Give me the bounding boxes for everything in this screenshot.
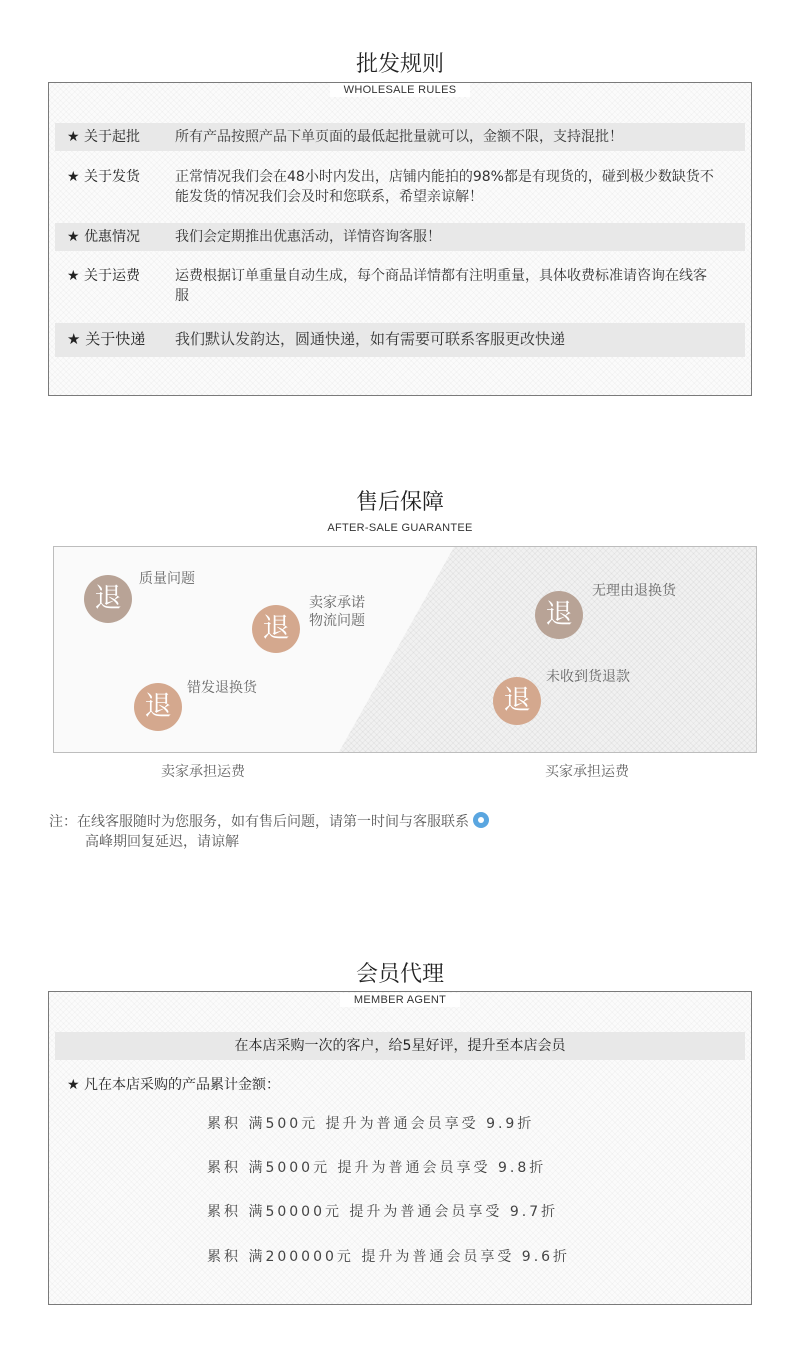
member-heading (0, 962, 800, 1007)
guarantee-item-label: 未收到货退款 (546, 669, 630, 685)
section-subtitle: AFTER-SALE GUARANTEE (313, 521, 486, 535)
seller-pays-shipping-label: 卖家承担运费 (161, 764, 245, 780)
guarantee-item-label: 卖家承诺 (309, 595, 365, 611)
member-tier: 累积 满5000元 提升为普通会员享受 9.8折 (207, 1160, 547, 1176)
member-agent-panel (48, 991, 752, 1305)
rule-text: 运费根据订单重量自动生成，每个商品详情都有注明重量，具体收费标准请咨询在线客服 (175, 268, 707, 304)
guarantee-item-label: 质量问题 (139, 571, 195, 587)
rule-text: 我们会定期推出优惠活动，详情咨询客服！ (175, 229, 441, 245)
section-subtitle: WHOLESALE RULES (330, 83, 471, 97)
section-subtitle: MEMBER AGENT (340, 993, 460, 1007)
rule-label: ★ 关于起批 (67, 129, 141, 145)
rule-text: 我们默认发韵达，圆通快递，如有需要可联系客服更改快递 (175, 330, 566, 348)
member-tier: 累积 满50000元 提升为普通会员享受 9.7折 (207, 1204, 559, 1220)
service-note (49, 812, 489, 852)
rule-text: 正常情况我们会在48小时内发出，店铺内能拍的98%都是有现货的，碰到极少数缺货不能发货的情况我们会及时和您联系，希望亲谅解！ (175, 169, 714, 205)
rule-label: ★ 关于运费 (67, 268, 141, 284)
rule-label: ★ 关于快递 (67, 330, 146, 348)
return-badge-icon: 退 (493, 677, 541, 725)
member-intro: ★ 凡在本店采购的产品累计金额： (67, 1077, 281, 1093)
return-badge-icon: 退 (134, 683, 182, 731)
section-title: 售后保障 (342, 490, 458, 516)
guarantee-item-label: 物流问题 (309, 613, 365, 629)
rule-label: ★ 关于发货 (67, 169, 141, 185)
guarantee-item-label: 无理由退换货 (592, 583, 676, 599)
wholesale-heading (0, 52, 800, 97)
rule-row-shipping (55, 167, 745, 211)
section-title: 会员代理 (342, 962, 458, 988)
rule-row-express (55, 323, 745, 357)
buyer-pays-shipping-label: 买家承担运费 (545, 764, 629, 780)
wholesale-rules-panel (48, 82, 752, 396)
return-badge-icon: 退 (535, 591, 583, 639)
note-line: 高峰期回复延迟，请谅解 (85, 834, 239, 850)
return-badge-icon: 退 (84, 575, 132, 623)
smiley-drop-icon (473, 812, 489, 828)
rule-text: 所有产品按照产品下单页面的最低起批量就可以，金额不限，支持混批！ (175, 129, 623, 145)
member-tier: 累积 满200000元 提升为普通会员享受 9.6折 (207, 1249, 571, 1265)
rule-row-min-order (55, 123, 745, 151)
rule-row-promotions (55, 223, 745, 251)
rule-label: ★ 优惠情况 (67, 229, 141, 245)
return-badge-icon: 退 (252, 605, 300, 653)
member-tier: 累积 满500元 提升为普通会员享受 9.9折 (207, 1116, 535, 1132)
guarantee-item-label: 错发退换货 (187, 680, 257, 696)
guarantee-heading (0, 490, 800, 535)
section-title: 批发规则 (342, 52, 458, 78)
rule-row-freight (55, 266, 745, 310)
guarantee-panel (53, 546, 757, 753)
member-banner: 在本店采购一次的客户，给5星好评，提升至本店会员 (55, 1032, 745, 1060)
note-line: 注：在线客服随时为您服务，如有售后问题，请第一时间与客服联系 (49, 814, 469, 830)
